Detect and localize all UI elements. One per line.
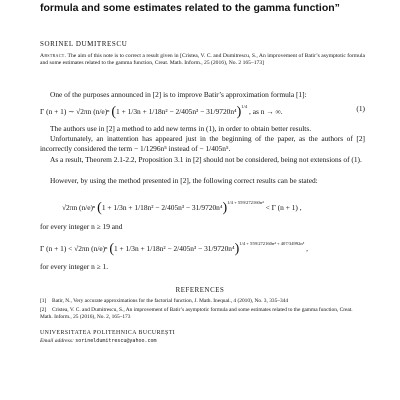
equation-3-body: 1 + 1/3n + 1/18n² − 2/405n³ − 31/9720n⁴: [114, 244, 235, 253]
paragraph-5: However, by using the method presented in [2], the following correct results can be stated:: [50, 176, 318, 185]
reference-1-number: [1]: [40, 298, 47, 304]
equation-3-exponent: 1/4 + 559/272160n⁴ + 407/34992n⁵: [239, 241, 305, 246]
reference-2: [40, 307, 365, 321]
equation-2-exponent: 1/4 + 559/272160n⁴: [227, 200, 264, 205]
equation-1: Γ (n + 1) ∼ √2πn (n/e)ⁿ $(1 + 1/3n + 1/18n^2 - 2/405n^3 - 31/9720n^4)^{1/4}$ , as n → ∞. (1): [40, 104, 365, 120]
email-address[interactable]: sorineldumitrescu@yahoo.com: [75, 338, 157, 344]
equation-1-body: 1 + 1/3n + 1/18n² − 2/405n³ − 31/9720n⁴: [116, 107, 237, 116]
equation-2-body: 1 + 1/3n + 1/18n² − 2/405n³ − 31/9720n⁴: [101, 203, 223, 212]
reference-2-number: [2]: [40, 307, 47, 313]
equation-2: √2πn (n/e)ⁿ $(1 + 1/3n + 1/18n^2 - 2/405n^3 - 31/9720n^4)^{1/4 + 559/272160n^4} < \Gamma$ (n + 1) ,: [62, 200, 302, 216]
paragraph-2: The authors use in [2] a method to add new terms in (1), in order to obtain better results.: [50, 124, 312, 133]
condition-2: for every integer n ≥ 1.: [40, 262, 109, 271]
abstract: [40, 53, 365, 68]
reference-2-text: Cristea, V. C. and Dumitrescu, S., An improvement of Batir’s asymptotic formula and some estimates related to the gamma function, Creat. Math. Inform., 25 (2016), No. 2, 165–173: [40, 307, 353, 320]
reference-1-text: Batir, N., Very accurate approximations for the factorial function, J. Math. Inequal., 4 (2010), No. 3, 335–344: [52, 298, 289, 304]
reference-1: [40, 298, 365, 305]
condition-1: for every integer n ≥ 19 and: [40, 222, 123, 231]
abstract-label: Abstract.: [40, 53, 67, 59]
references-heading: REFERENCES: [175, 287, 225, 294]
paper-title: formula and some estimates related to the gamma function”: [40, 2, 340, 14]
email-label: Email address:: [40, 338, 74, 344]
equation-1-lhs: Γ (n + 1) ∼ √2πn (n/e)ⁿ: [40, 107, 110, 116]
abstract-text: The aim of this note is to correct a result given in [Cristea, V. C. and Dumitrescu, S., An improvement of Batir’s asymptotic formula and some estimates related to the gamma function, Creat. Math. Inform., 25 (2016), No. 2 165–173]: [40, 53, 365, 67]
equation-1-tail: , as n → ∞.: [249, 107, 283, 116]
author-name: SORINEL DUMITRESCU: [40, 40, 128, 48]
equation-2-rhs: < Γ (n + 1) ,: [265, 203, 302, 212]
equation-3-rhs: ,: [306, 244, 309, 253]
paragraph-1: One of the purposes announced in [2] is to improve Batir’s approximation formula [1]:: [50, 90, 307, 99]
paragraph-4: As a result, Theorem 2.1-2.2, Proposition 3.1 in [2] should not be considered, being not extensions of (1).: [50, 155, 362, 164]
email-line: [40, 338, 157, 344]
affiliation: UNIVERSITATEA POLITEHNICA BUCUREȘTI: [40, 330, 176, 336]
equation-2-lhs: √2πn (n/e)ⁿ: [62, 203, 96, 212]
equation-3: Γ (n + 1) < √2πn (n/e)ⁿ $(1 + 1/3n + 1/18n^2 - 2/405n^3 - 31/9720n^4)^{1/4 + 559/272160n^4 + 407/34992n^5}$ ,: [40, 241, 309, 257]
paragraph-3: Unfortunately, an inattention has appeared just in the beginning of the paper, as the authors of [2] incorrectly considered the term − 1/1296n⁵ instead of − 1/405n⁵.: [40, 134, 365, 153]
equation-3-lhs: Γ (n + 1) < √2πn (n/e)ⁿ: [40, 244, 108, 253]
equation-1-number: (1): [356, 104, 365, 113]
equation-1-exponent: 1/4: [241, 104, 248, 109]
